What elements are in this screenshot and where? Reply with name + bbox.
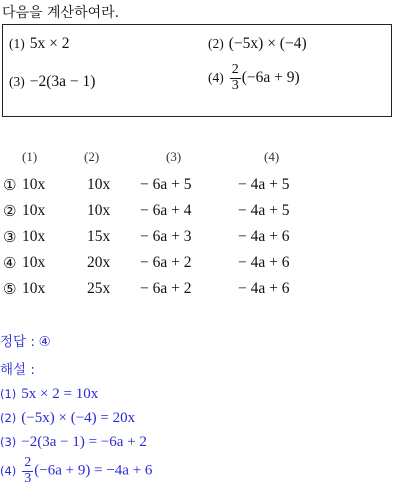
step-number: (3) — [0, 435, 17, 449]
question-box — [2, 24, 392, 117]
choice-value: 20x — [87, 254, 111, 271]
fraction-denominator: 3 — [24, 470, 32, 486]
choice-value: − 6a + 2 — [140, 280, 192, 297]
question-expression: −2(3a − 1) — [29, 73, 96, 90]
choice-marker: ④ — [3, 254, 17, 272]
choice-value: 10x — [22, 202, 46, 219]
question-number: (2) — [208, 36, 224, 51]
column-header: (3) — [166, 149, 182, 164]
question-4 — [208, 63, 300, 93]
fraction-numerator: 2 — [231, 62, 239, 77]
step-expression: (−6a + 9) = −4a + 6 — [34, 462, 153, 479]
step-number: (1) — [0, 387, 17, 401]
step-expression: −2(3a − 1) = −6a + 2 — [21, 434, 147, 450]
column-header: (4) — [264, 149, 280, 164]
choice-value: 10x — [87, 202, 111, 219]
answer-line — [0, 330, 51, 351]
question-3 — [9, 73, 95, 91]
choice-row[interactable] — [0, 202, 400, 228]
choice-value: − 4a + 6 — [238, 280, 290, 297]
choice-value: − 4a + 5 — [238, 176, 290, 193]
choice-value: − 4a + 6 — [238, 254, 290, 271]
question-expression: 5x × 2 — [29, 35, 70, 52]
answer-label: 정답 : — [0, 334, 35, 350]
choice-value: 10x — [87, 176, 111, 193]
choice-value: 10x — [22, 176, 46, 193]
choice-row[interactable] — [0, 228, 400, 254]
step-number: (2) — [0, 411, 17, 425]
step-expression: 5x × 2 = 10x — [21, 386, 99, 402]
question-1 — [9, 35, 70, 53]
choice-row[interactable] — [0, 176, 400, 202]
choice-marker: ③ — [3, 228, 17, 246]
choice-marker: ② — [3, 202, 17, 220]
choice-value: − 6a + 5 — [140, 176, 192, 193]
choice-value: − 4a + 6 — [238, 228, 290, 245]
question-2 — [208, 35, 307, 53]
answer-value: ④ — [38, 334, 51, 350]
question-number: (3) — [9, 74, 25, 89]
step-expression: (−5x) × (−4) = 20x — [21, 410, 136, 426]
explanation-line — [0, 410, 135, 427]
column-header: (1) — [22, 149, 38, 164]
choice-marker: ⑤ — [3, 280, 17, 298]
column-header: (2) — [84, 149, 100, 164]
choice-value: 10x — [22, 280, 46, 297]
explanation-line — [0, 386, 98, 403]
choice-value: − 6a + 4 — [140, 202, 192, 219]
choice-value: 25x — [87, 280, 111, 297]
choice-value: − 4a + 5 — [238, 202, 290, 219]
fraction — [22, 456, 33, 486]
question-expression: (−5x) × (−4) — [228, 35, 307, 52]
question-number: (1) — [9, 36, 25, 51]
question-number: (4) — [208, 69, 224, 85]
choice-value: 15x — [87, 228, 111, 245]
step-number: (4) — [0, 463, 17, 478]
fraction — [230, 63, 241, 93]
choice-value: − 6a + 3 — [140, 228, 192, 245]
choice-value: 10x — [22, 228, 46, 245]
question-expression: (−6a + 9) — [241, 68, 300, 86]
problem-title: 다음을 계산하여라. — [2, 5, 120, 21]
explanation-line — [0, 434, 147, 451]
choice-marker: ① — [3, 176, 17, 194]
choice-value: − 6a + 2 — [140, 254, 192, 271]
choice-value: 10x — [22, 254, 46, 271]
explanation-label: 해설 : — [0, 362, 35, 378]
fraction-denominator: 3 — [231, 77, 239, 93]
fraction-numerator: 2 — [24, 455, 32, 470]
choice-row[interactable] — [0, 280, 400, 306]
explanation-line — [0, 456, 152, 486]
choice-row[interactable] — [0, 254, 400, 280]
